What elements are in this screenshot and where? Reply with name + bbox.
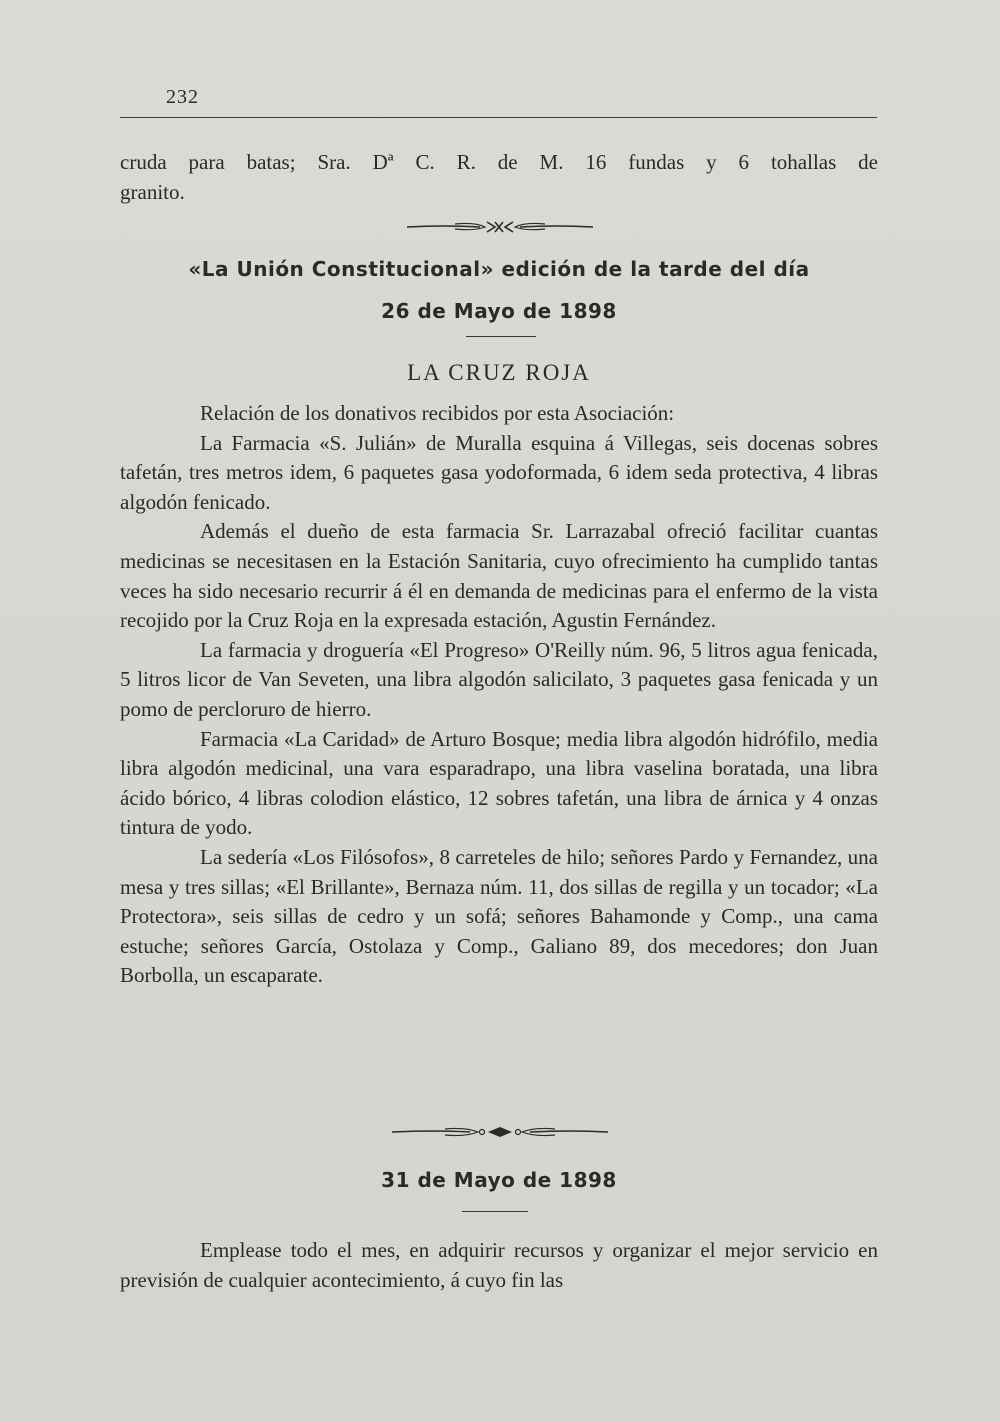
decorative-divider-icon (390, 1124, 610, 1140)
heading-rule (466, 336, 536, 337)
paragraph: La sedería «Los Filósofos», 8 carreteles de hilo; señores Pardo y Fernandez, una mesa y tres sillas; «El Brillante», Bernaza núm. 11, dos sillas de regilla y un tocador; «La Protectora», seis sillas de cedro y un sofá; señores Bahamonde y Comp., una cama estuche; señores García, Ostolaza y Comp., Galiano 89, dos mecedores; don Juan Borbolla, un escaparate. (120, 844, 878, 988)
newspaper-heading-date: 26 de Mayo de 1898 (381, 299, 617, 323)
section-subtitle: LA CRUZ ROJA (407, 360, 591, 385)
newspaper-heading-line-1: «La Unión Constitucional» edición de la tarde del día (188, 257, 810, 281)
intro-text (120, 148, 878, 207)
paragraph: Emplease todo el mes, en adquirir recursos y organizar el mejor servicio en previsión de cualquier acontecimiento, á cuyo fin las (120, 1238, 878, 1292)
header-rule (120, 117, 877, 118)
section2-body (120, 1236, 878, 1295)
decorative-fleuron-icon (405, 218, 595, 236)
section2-heading-date: 31 de Mayo de 1898 (381, 1168, 617, 1192)
intro-line-1: cruda para batas; Sra. Dª C. R. de M. 16 fundas y 6 tohallas de (120, 150, 878, 174)
paragraph: Relación de los donativos recibidos por esta Asociación: (200, 401, 675, 425)
paragraph: La farmacia y droguería «El Progreso» O'Reilly núm. 96, 5 litros agua fenicada, 5 litros licor de Van Seveten, una libra algodón salicilato, 3 paquetes gasa fenicada y un pomo de percloruro de hierro. (120, 637, 878, 721)
paragraph: La Farmacia «S. Julián» de Muralla esquina á Villegas, seis docenas sobres tafetán, tres metros idem, 6 paquetes gasa yodoformada, 6 idem seda protectiva, 4 libras algodón fenicado. (120, 430, 878, 514)
paragraph: Además el dueño de esta farmacia Sr. Larrazabal ofreció facilitar cuantas medicinas se necesitasen en la Estación Sanitaria, cuyo ofrecimiento ha cumplido tantas veces ha sido necesario recurrir á él en demanda de medicinas para el enfermo de la vista recojido por la Cruz Roja en la expresada estación, Agustin Fernández. (120, 519, 878, 633)
page-number: 232 (166, 86, 199, 108)
paragraph: Farmacia «La Caridad» de Arturo Bosque; media libra algodón hidrófilo, media libra algodón medicinal, una vara esparadrapo, una libra vaselina boratada, una libra ácido bórico, 4 libras colodion elástico, 12 sobres tafetán, una libra de árnica y 4 onzas tintura de yodo. (120, 726, 878, 840)
heading-rule (462, 1211, 528, 1212)
intro-line-2: granito. (120, 179, 185, 204)
section1-body (120, 399, 878, 991)
